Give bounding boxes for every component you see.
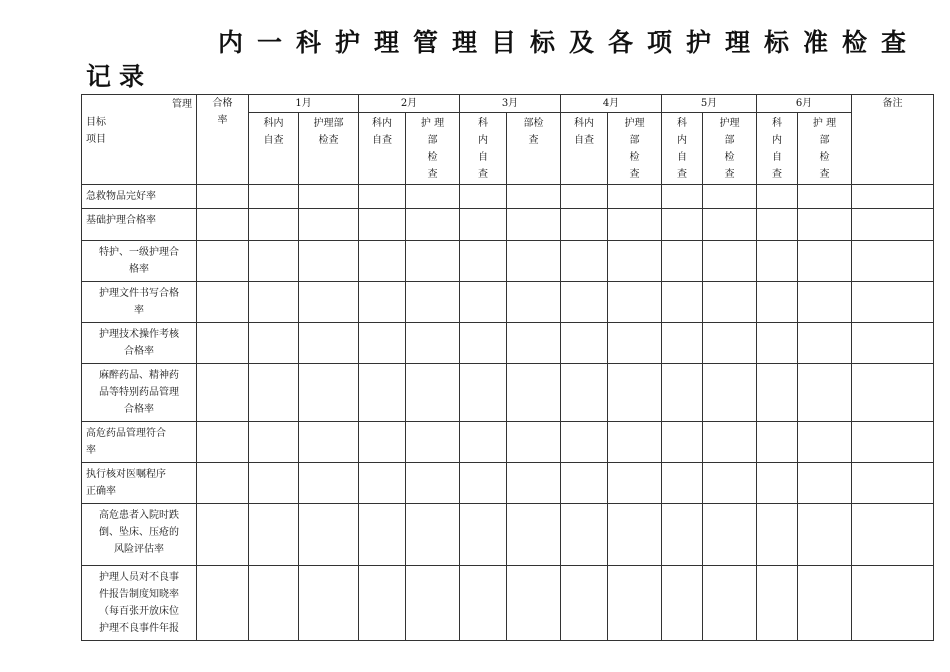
check-cell[interactable]: [359, 364, 406, 422]
check-cell[interactable]: [299, 282, 359, 323]
check-cell[interactable]: [299, 323, 359, 364]
header-pass-rate: 合格 率: [197, 95, 249, 185]
check-cell[interactable]: [299, 504, 359, 566]
check-cell[interactable]: [249, 282, 299, 323]
check-cell[interactable]: [406, 364, 460, 422]
check-cell[interactable]: [359, 185, 406, 209]
check-cell[interactable]: [798, 185, 852, 209]
row-label: 护理人员对不良事 件报告制度知晓率 （每百张开放床位 护理不良事件年报: [82, 566, 197, 641]
check-cell[interactable]: [608, 185, 662, 209]
row-label: 护理技术操作考核 合格率: [82, 323, 197, 364]
row-label: 麻醉药品、精神药 品等特别药品管理 合格率: [82, 364, 197, 422]
check-cell[interactable]: [507, 185, 561, 209]
check-cell[interactable]: [507, 566, 561, 641]
subheader-m6-dept-check: 护 理 部 检 查: [798, 113, 852, 185]
table-row: [82, 209, 934, 241]
check-cell[interactable]: [662, 566, 703, 641]
subheader-m2-dept-check: 护 理 部 检 查: [406, 113, 460, 185]
check-cell[interactable]: [460, 422, 507, 463]
header-month-1: 1月: [249, 95, 359, 113]
check-cell[interactable]: [507, 241, 561, 282]
check-cell[interactable]: [757, 185, 798, 209]
check-cell[interactable]: [359, 422, 406, 463]
header-month-2: 2月: [359, 95, 460, 113]
check-cell[interactable]: [249, 364, 299, 422]
check-cell[interactable]: [406, 323, 460, 364]
check-cell[interactable]: [359, 463, 406, 504]
check-cell[interactable]: [608, 364, 662, 422]
check-cell[interactable]: [662, 241, 703, 282]
check-cell[interactable]: [359, 209, 406, 241]
check-cell[interactable]: [798, 504, 852, 566]
check-cell[interactable]: [299, 463, 359, 504]
header-remarks: 备注: [852, 95, 934, 185]
check-cell[interactable]: [299, 422, 359, 463]
check-cell[interactable]: [460, 463, 507, 504]
check-cell[interactable]: [561, 209, 608, 241]
remarks-cell[interactable]: [852, 241, 934, 282]
check-cell[interactable]: [662, 323, 703, 364]
pass-rate-cell[interactable]: [197, 364, 249, 422]
check-cell[interactable]: [249, 241, 299, 282]
pass-rate-cell[interactable]: [197, 209, 249, 241]
check-cell[interactable]: [406, 282, 460, 323]
remarks-cell[interactable]: [852, 282, 934, 323]
check-cell[interactable]: [757, 364, 798, 422]
subheader-m5-dept-check: 护理 部 检 查: [703, 113, 757, 185]
table-row: [82, 282, 934, 323]
check-cell[interactable]: [757, 209, 798, 241]
pass-rate-cell[interactable]: [197, 566, 249, 641]
check-cell[interactable]: [299, 185, 359, 209]
check-cell[interactable]: [608, 209, 662, 241]
check-cell[interactable]: [561, 241, 608, 282]
table-row: [82, 504, 934, 566]
check-cell[interactable]: [460, 185, 507, 209]
table-row: [82, 241, 934, 282]
document-title: [0, 28, 950, 98]
pass-rate-cell[interactable]: [197, 422, 249, 463]
header-corner-mid: 目标: [86, 117, 106, 128]
check-cell[interactable]: [507, 209, 561, 241]
check-cell[interactable]: [608, 323, 662, 364]
check-cell[interactable]: [561, 282, 608, 323]
check-cell[interactable]: [608, 422, 662, 463]
check-cell[interactable]: [460, 282, 507, 323]
table-row: [82, 422, 934, 463]
check-cell[interactable]: [798, 566, 852, 641]
check-cell[interactable]: [561, 566, 608, 641]
header-corner-cell: [82, 95, 197, 185]
row-label: 执行核对医嘱程序 正确率: [82, 463, 197, 504]
check-cell[interactable]: [460, 323, 507, 364]
check-cell[interactable]: [299, 566, 359, 641]
check-cell[interactable]: [798, 422, 852, 463]
check-cell[interactable]: [757, 282, 798, 323]
row-label: 高危患者入院时跌 倒、坠床、压疮的 风险评估率: [82, 504, 197, 566]
row-label: 基础护理合格率: [82, 209, 197, 241]
subheader-m3-dept-check: 部检 查: [507, 113, 561, 185]
check-cell[interactable]: [460, 504, 507, 566]
header-month-4: 4月: [561, 95, 662, 113]
check-cell[interactable]: [703, 422, 757, 463]
check-cell[interactable]: [662, 504, 703, 566]
check-cell[interactable]: [359, 282, 406, 323]
check-cell[interactable]: [662, 463, 703, 504]
pass-rate-cell[interactable]: [197, 504, 249, 566]
table-row: [82, 463, 934, 504]
check-cell[interactable]: [460, 241, 507, 282]
pass-rate-cell[interactable]: [197, 282, 249, 323]
check-cell[interactable]: [249, 209, 299, 241]
remarks-cell[interactable]: [852, 463, 934, 504]
check-cell[interactable]: [406, 209, 460, 241]
row-label: 高危药品管理符合 率: [82, 422, 197, 463]
remarks-cell[interactable]: [852, 422, 934, 463]
check-cell[interactable]: [249, 185, 299, 209]
table-row: [82, 566, 934, 641]
pass-rate-cell[interactable]: [197, 185, 249, 209]
header-month-3: 3月: [460, 95, 561, 113]
check-cell[interactable]: [406, 185, 460, 209]
remarks-cell[interactable]: [852, 323, 934, 364]
check-cell[interactable]: [757, 241, 798, 282]
check-cell[interactable]: [662, 364, 703, 422]
check-cell[interactable]: [757, 323, 798, 364]
check-cell[interactable]: [703, 566, 757, 641]
subheader-m1-dept-check: 护理部 检查: [299, 113, 359, 185]
check-cell[interactable]: [507, 463, 561, 504]
check-cell[interactable]: [299, 364, 359, 422]
table-row: [82, 323, 934, 364]
subheader-m4-dept-check: 护理 部 检 查: [608, 113, 662, 185]
check-cell[interactable]: [507, 323, 561, 364]
check-cell[interactable]: [798, 463, 852, 504]
check-cell[interactable]: [406, 566, 460, 641]
check-cell[interactable]: [608, 463, 662, 504]
check-cell[interactable]: [507, 282, 561, 323]
check-cell[interactable]: [359, 504, 406, 566]
header-corner-bottom: 项目: [86, 134, 106, 145]
check-cell[interactable]: [703, 185, 757, 209]
pass-rate-cell[interactable]: [197, 463, 249, 504]
subheader-m1-self-check: 科内 自查: [249, 113, 299, 185]
check-cell[interactable]: [798, 323, 852, 364]
check-cell[interactable]: [460, 209, 507, 241]
remarks-cell[interactable]: [852, 364, 934, 422]
subheader-m2-self-check: 科内 自查: [359, 113, 406, 185]
check-cell[interactable]: [798, 282, 852, 323]
check-cell[interactable]: [798, 209, 852, 241]
check-cell[interactable]: [406, 504, 460, 566]
row-label: 特护、一级护理合 格率: [82, 241, 197, 282]
check-cell[interactable]: [757, 504, 798, 566]
check-cell[interactable]: [703, 364, 757, 422]
remarks-cell[interactable]: [852, 185, 934, 209]
check-cell[interactable]: [757, 422, 798, 463]
check-cell[interactable]: [703, 504, 757, 566]
table-row: [82, 364, 934, 422]
check-cell[interactable]: [662, 185, 703, 209]
remarks-cell[interactable]: [852, 504, 934, 566]
subheader-m3-self-check: 科 内 自 查: [460, 113, 507, 185]
check-cell[interactable]: [249, 323, 299, 364]
header-month-5: 5月: [662, 95, 757, 113]
subheader-m4-self-check: 科内 自查: [561, 113, 608, 185]
check-cell[interactable]: [460, 364, 507, 422]
check-cell[interactable]: [507, 422, 561, 463]
check-cell[interactable]: [703, 241, 757, 282]
check-cell[interactable]: [703, 209, 757, 241]
check-cell[interactable]: [608, 504, 662, 566]
check-cell[interactable]: [798, 364, 852, 422]
check-cell[interactable]: [561, 504, 608, 566]
subheader-m6-self-check: 科 内 自 查: [757, 113, 798, 185]
pass-rate-cell[interactable]: [197, 323, 249, 364]
check-cell[interactable]: [608, 282, 662, 323]
check-cell[interactable]: [757, 463, 798, 504]
header-month-6: 6月: [757, 95, 852, 113]
check-cell[interactable]: [798, 241, 852, 282]
check-cell[interactable]: [662, 209, 703, 241]
title-line-2: 记录: [86, 62, 153, 91]
check-cell[interactable]: [359, 566, 406, 641]
check-cell[interactable]: [561, 463, 608, 504]
check-cell[interactable]: [703, 282, 757, 323]
check-cell[interactable]: [507, 364, 561, 422]
check-cell[interactable]: [507, 504, 561, 566]
check-cell[interactable]: [561, 185, 608, 209]
remarks-cell[interactable]: [852, 209, 934, 241]
check-cell[interactable]: [249, 504, 299, 566]
check-cell[interactable]: [757, 566, 798, 641]
title-line-1: 内一科护理管理目标及各项护理标准检查: [218, 28, 921, 57]
check-cell[interactable]: [662, 282, 703, 323]
check-cell[interactable]: [703, 463, 757, 504]
row-label: 急救物品完好率: [82, 185, 197, 209]
check-cell[interactable]: [703, 323, 757, 364]
inspection-record-table: [81, 94, 934, 641]
pass-rate-cell[interactable]: [197, 241, 249, 282]
check-cell[interactable]: [662, 422, 703, 463]
check-cell[interactable]: [460, 566, 507, 641]
check-cell[interactable]: [249, 463, 299, 504]
remarks-cell[interactable]: [852, 566, 934, 641]
check-cell[interactable]: [608, 241, 662, 282]
subheader-m5-self-check: 科 内 自 查: [662, 113, 703, 185]
check-cell[interactable]: [299, 241, 359, 282]
row-label: 护理文件书写合格 率: [82, 282, 197, 323]
check-cell[interactable]: [249, 566, 299, 641]
header-corner-top: 管理: [172, 99, 192, 110]
check-cell[interactable]: [561, 422, 608, 463]
table-row: [82, 185, 934, 209]
check-cell[interactable]: [359, 241, 406, 282]
check-cell[interactable]: [406, 241, 460, 282]
check-cell[interactable]: [561, 364, 608, 422]
check-cell[interactable]: [299, 209, 359, 241]
check-cell[interactable]: [561, 323, 608, 364]
check-cell[interactable]: [406, 463, 460, 504]
check-cell[interactable]: [406, 422, 460, 463]
check-cell[interactable]: [359, 323, 406, 364]
check-cell[interactable]: [249, 422, 299, 463]
check-cell[interactable]: [608, 566, 662, 641]
